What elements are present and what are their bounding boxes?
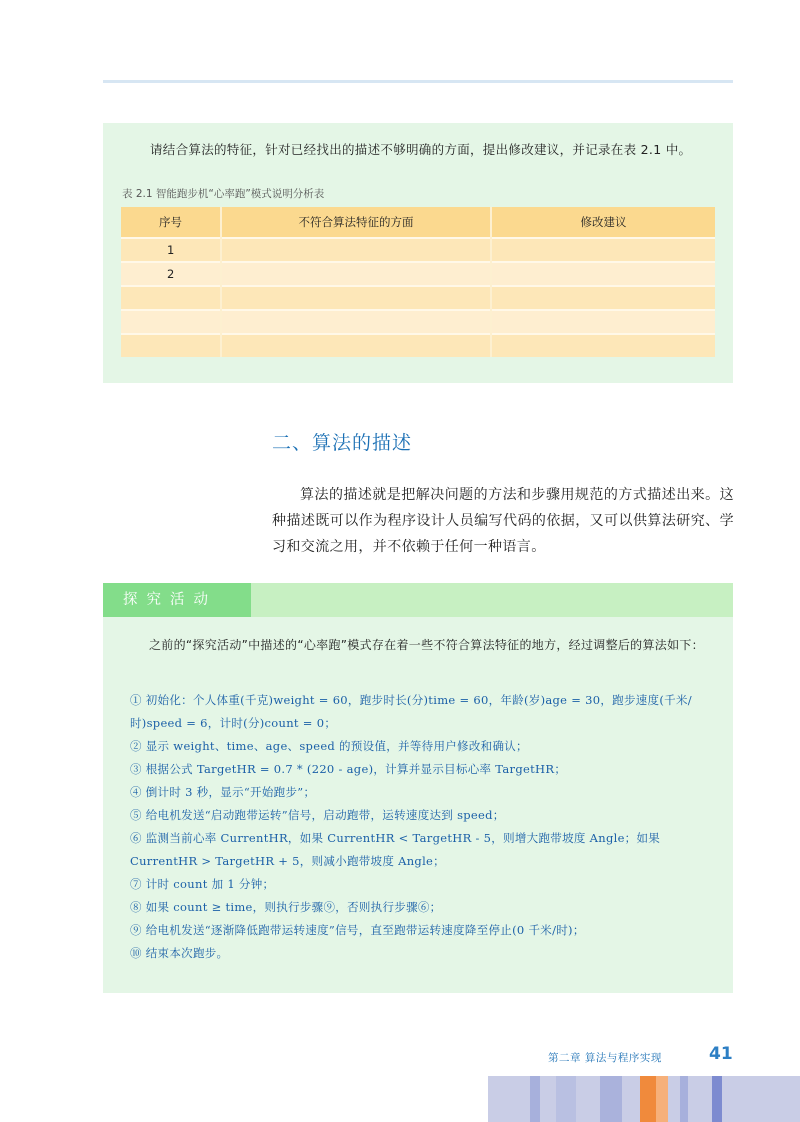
table-cell: [121, 310, 221, 334]
table-cell: 1: [121, 238, 221, 262]
table-row: [121, 286, 715, 310]
table-header-cell: 不符合算法特征的方面: [221, 207, 491, 238]
algorithm-step: ⑤ 给电机发送“启动跑带运转”信号，启动跑带，运转速度达到 speed；: [130, 808, 505, 822]
footer-stripe: [530, 1076, 540, 1122]
footer-stripe: [600, 1076, 622, 1122]
table-cell: [121, 286, 221, 310]
exercise-box: [103, 123, 733, 383]
table-cell[interactable]: [221, 310, 491, 334]
footer-stripe: [556, 1076, 576, 1122]
section-title: 二、算法的描述: [272, 432, 413, 454]
algorithm-step: ② 显示 weight、time、age、speed 的预设值，并等待用户修改和确认；: [130, 739, 528, 753]
table-cell[interactable]: [491, 310, 715, 334]
table-cell: [121, 334, 221, 357]
table-cell[interactable]: [491, 262, 715, 286]
explore-header: [103, 583, 733, 617]
analysis-table: [121, 207, 715, 357]
explore-intro: 之前的“探究活动”中描述的“心率跑”模式存在着一些不符合算法特征的地方，经过调整后的算法如下：: [149, 638, 704, 652]
algorithm-step: ⑨ 给电机发送“逐渐降低跑带运转速度”信号，直至跑带运转速度降至停止(0 千米/时)；: [130, 923, 585, 937]
algorithm-step: ① 初始化：个人体重(千克)weight = 60，跑步时长(分)time = 60，年龄(岁)age = 30，跑步速度(千米/时)speed = 6，计时(分)count = 0；: [130, 693, 692, 730]
algorithm-step: ⑩ 结束本次跑步。: [130, 946, 229, 960]
table-header-cell: 修改建议: [491, 207, 715, 238]
footer-stripe: [640, 1076, 656, 1122]
footer-stripe: [656, 1076, 668, 1122]
table-row: [121, 334, 715, 357]
table-row: [121, 310, 715, 334]
algorithm-steps: [130, 689, 714, 965]
footer-stripe: [680, 1076, 688, 1122]
algorithm-step: ⑧ 如果 count ≥ time，则执行步骤⑨，否则执行步骤⑥；: [130, 900, 442, 914]
footer-stripe: [712, 1076, 722, 1122]
table-header-row: [121, 207, 715, 238]
table-cell[interactable]: [491, 334, 715, 357]
table-caption: 表 2.1 智能跑步机“心率跑”模式说明分析表: [122, 188, 325, 200]
section-body: 算法的描述就是把解决问题的方法和步骤用规范的方式描述出来。这种描述既可以作为程序设计人员编写代码的依据，又可以供算法研究、学习和交流之用，并不依赖于任何一种语言。: [272, 487, 734, 555]
algorithm-step: ⑦ 计时 count 加 1 分钟；: [130, 877, 275, 891]
table-cell[interactable]: [221, 262, 491, 286]
table-cell[interactable]: [221, 238, 491, 262]
exercise-instruction: 请结合算法的特征，针对已经找出的描述不够明确的方面，提出修改建议，并记录在表 2.1 中。: [150, 142, 692, 157]
algorithm-step: ④ 倒计时 3 秒，显示“开始跑步”；: [130, 785, 316, 799]
chapter-footer: 第二章 算法与程序实现: [548, 1052, 662, 1064]
table-row: [121, 262, 715, 286]
top-divider: [103, 80, 733, 83]
page-number: 41: [709, 1044, 733, 1064]
table-cell[interactable]: [221, 286, 491, 310]
table-cell[interactable]: [491, 286, 715, 310]
table-cell[interactable]: [491, 238, 715, 262]
algorithm-step: ⑥ 监测当前心率 CurrentHR，如果 CurrentHR < TargetHR - 5，则增大跑带坡度 Angle；如果 CurrentHR > TargetHR + 5，则减小跑带坡度 Angle；: [130, 831, 661, 868]
table-row: [121, 238, 715, 262]
algorithm-step: ③ 根据公式 TargetHR = 0.7 * (220 - age)，计算并显示目标心率 TargetHR；: [130, 762, 567, 776]
table-header-cell: 序号: [121, 207, 221, 238]
explore-label: 探究活动: [103, 583, 251, 617]
table-cell[interactable]: [221, 334, 491, 357]
table-cell: 2: [121, 262, 221, 286]
explore-activity-box: [103, 583, 733, 993]
